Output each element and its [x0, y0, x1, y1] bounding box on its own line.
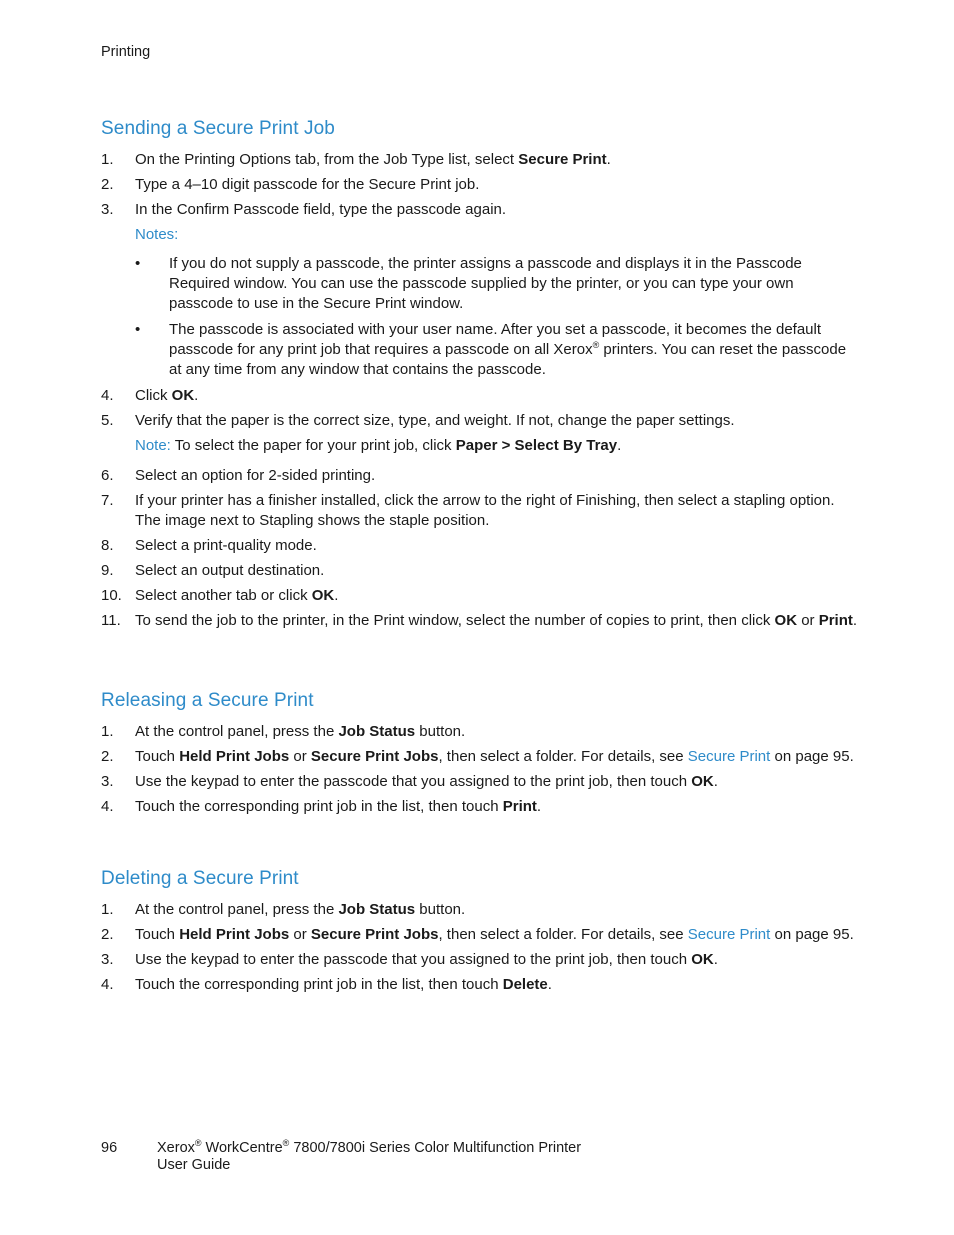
step-number: 4. — [101, 387, 114, 404]
list-item — [101, 175, 861, 195]
step-number: 3. — [101, 951, 114, 968]
list-item — [101, 491, 861, 531]
step-text: Touch Held Print Jobs or Secure Print Jobs, then select a folder. For details, see Secure Print on page 95. — [135, 926, 854, 943]
section-sending-secure-print-job — [101, 118, 861, 636]
step-number: 10. — [101, 587, 122, 604]
note-text: If you do not supply a passcode, the printer assigns a passcode and displays it in the Passcode Required window. You can use the passcode supplied by the printer, or you can type your own passcode to use in the Secure Print window. — [169, 255, 802, 312]
step-text: Type a 4–10 digit passcode for the Secure Print job. — [135, 176, 480, 193]
step-number: 7. — [101, 492, 114, 509]
step-text: At the control panel, press the Job Status button. — [135, 901, 466, 918]
secure-print-link[interactable]: Secure Print — [687, 926, 771, 943]
step-text: Use the keypad to enter the passcode that you assigned to the print job, then touch OK. — [135, 951, 718, 968]
step-number: 9. — [101, 562, 114, 579]
list-item — [101, 150, 861, 170]
section-heading: Deleting a Secure Print — [101, 868, 299, 889]
step-number: 11. — [101, 612, 121, 629]
section-heading: Releasing a Secure Print — [101, 690, 314, 711]
step-number: 1. — [101, 723, 114, 740]
step-number: 5. — [101, 412, 114, 429]
steps-list — [101, 466, 861, 631]
step-text: Select another tab or click OK. — [135, 587, 339, 604]
note-label: Note: — [135, 437, 171, 454]
step-number: 2. — [101, 176, 114, 193]
step-number: 6. — [101, 467, 114, 484]
step-text: Select a print-quality mode. — [135, 537, 317, 554]
step-text: If your printer has a finisher installed, click the arrow to the right of Finishing, then select a stapling option. The image next to Stapling shows the staple position. — [135, 492, 835, 529]
steps-list — [101, 150, 861, 220]
step-text: Touch Held Print Jobs or Secure Print Jobs, then select a folder. For details, see Secure Print on page 95. — [135, 748, 854, 765]
step-number: 3. — [101, 773, 114, 790]
list-item — [101, 797, 861, 817]
step-number: 4. — [101, 976, 114, 993]
list-item — [101, 200, 861, 220]
bullet-icon: • — [135, 321, 141, 338]
step-text: On the Printing Options tab, from the Job Type list, select Secure Print. — [135, 151, 611, 168]
step-number: 2. — [101, 748, 114, 765]
step-text: Verify that the paper is the correct size, type, and weight. If not, change the paper settings. — [135, 412, 735, 429]
list-item — [101, 722, 861, 742]
step-text: Select an output destination. — [135, 562, 325, 579]
steps-list — [101, 722, 861, 817]
step-number: 1. — [101, 151, 114, 168]
list-item — [101, 950, 861, 970]
note-separator: > — [497, 437, 515, 454]
steps-list — [101, 900, 861, 995]
bullet-icon: • — [135, 255, 141, 272]
step-number: 1. — [101, 901, 114, 918]
note-text: The passcode is associated with your user name. After you set a passcode, it becomes the default passcode for any print job that requires a passcode on all Xerox® printers. You can reset the passcode at any time from any window that contains the passcode. — [169, 321, 847, 378]
notes-block — [135, 225, 861, 380]
section-releasing-secure-print — [101, 690, 861, 822]
footer-guide: User Guide — [157, 1157, 231, 1173]
step-number: 8. — [101, 537, 114, 554]
step-text: At the control panel, press the Job Status button. — [135, 723, 466, 740]
step-text: Use the keypad to enter the passcode that you assigned to the print job, then touch OK. — [135, 773, 718, 790]
note-bold: Select By Tray — [514, 437, 618, 454]
steps-list — [101, 386, 861, 431]
list-item — [101, 975, 861, 995]
step-text: Touch the corresponding print job in the list, then touch Delete. — [135, 976, 552, 993]
page-footer — [101, 1140, 581, 1174]
step-text: To send the job to the printer, in the Print window, select the number of copies to print, then click OK or Print. — [135, 612, 858, 629]
note-bullet — [135, 254, 861, 314]
step-text: In the Confirm Passcode field, type the passcode again. — [135, 201, 507, 218]
list-item — [101, 747, 861, 767]
section-heading: Sending a Secure Print Job — [101, 118, 335, 139]
secure-print-link[interactable]: Secure Print — [687, 748, 771, 765]
note-bullet — [135, 320, 861, 380]
list-item — [101, 466, 861, 486]
list-item — [101, 925, 861, 945]
list-item — [101, 561, 861, 581]
step-number: 4. — [101, 798, 114, 815]
list-item — [101, 586, 861, 606]
list-item — [101, 900, 861, 920]
note-text: To select the paper for your print job, click — [170, 437, 456, 454]
step-number: 2. — [101, 926, 114, 943]
list-item — [101, 536, 861, 556]
list-item — [101, 611, 861, 631]
running-header: Printing — [101, 44, 151, 60]
step-text: Click OK. — [135, 387, 199, 404]
list-item — [101, 411, 861, 431]
step-text: Select an option for 2-sided printing. — [135, 467, 376, 484]
notes-label: Notes: — [135, 226, 179, 243]
note-paper: Note: To select the paper for your print job, click Paper > Select By Tray. — [135, 437, 622, 454]
list-item — [101, 386, 861, 406]
step-text: Touch the corresponding print job in the list, then touch Print. — [135, 798, 542, 815]
page-number: 96 — [101, 1140, 118, 1156]
step-number: 3. — [101, 201, 114, 218]
list-item — [101, 772, 861, 792]
note-bold: Paper — [455, 437, 498, 454]
section-deleting-secure-print — [101, 868, 861, 1000]
footer-title: Xerox® WorkCentre® 7800/7800i Series Color Multifunction Printer User Guide — [157, 1138, 582, 1173]
